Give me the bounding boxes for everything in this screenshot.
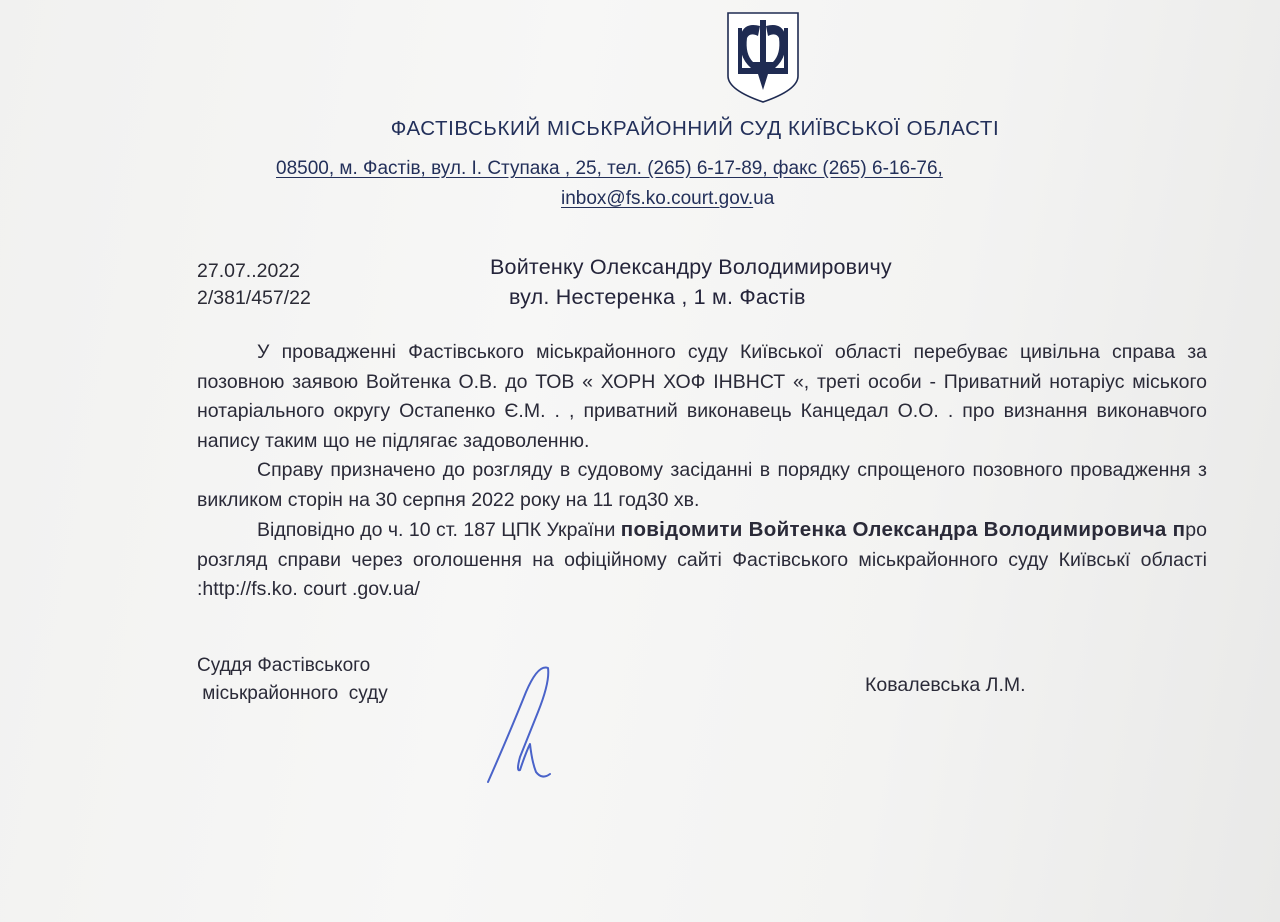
recipient-name: Войтенку Олександру Володимировичу <box>490 255 892 279</box>
letter-body <box>197 338 1207 605</box>
handwritten-signature <box>480 662 560 787</box>
judge-title-line-2: міськрайонного суду <box>197 683 388 704</box>
body-paragraph-3-end: ро розгляд справи через оголошення на офіційному сайті Фастівського міськрайонного суду Київськї області :http://fs.ko. court .gov.ua/ <box>197 519 1207 600</box>
court-email <box>561 188 774 210</box>
body-paragraph-1: У провадженні Фастівського міськрайонного суду Київської області перебуває цивільна справа за позовною заявою Войтенка О.В. до ТОВ « ХОРН ХОФ ІНВНСТ «, треті особи - Приватний нотаріус міського нотаріального округу Остапенко Є.М. . , приватний виконавець Канцедал О.О. . про визнання виконавчого напису таким що не підлягає задоволенню. <box>197 341 1207 452</box>
body-paragraph-3 <box>197 515 1207 605</box>
document-reference-number: 2/381/457/22 <box>197 287 311 309</box>
court-email-address: inbox@fs.ko.court.gov. <box>561 188 754 209</box>
document-date: 27.07..2022 <box>197 260 301 282</box>
body-paragraph-2: Справу призначено до розгляду в судовому засіданні в порядку спрощеного позовного провадження з викликом сторін на 30 серпня 2022 року на 11 год30 хв. <box>197 459 1207 511</box>
judge-title-line-1: Суддя Фастівського <box>197 655 371 676</box>
judge-name: Ковалевська Л.М. <box>865 674 1026 696</box>
court-address: 08500, м. Фастів, вул. І. Ступака , 25, тел. (265) 6-17-89, факс (265) 6-16-76, <box>276 158 943 179</box>
court-name: ФАСТІВСЬКИЙ МІСЬКРАЙОННИЙ СУД КИЇВСЬКОЇ ОБЛАСТІ <box>390 117 1000 140</box>
body-paragraph-3-emphasis: повідомити Войтенка Олександра Володимировича п <box>620 518 1186 541</box>
body-paragraph-3-start: Відповідно до ч. 10 ст. 187 ЦПК України <box>257 519 621 541</box>
judge-title <box>197 652 388 708</box>
coat-of-arms-emblem <box>725 10 801 104</box>
recipient-address: вул. Нестеренка , 1 м. Фастів <box>509 285 806 309</box>
court-email-suffix: ua <box>753 188 775 209</box>
